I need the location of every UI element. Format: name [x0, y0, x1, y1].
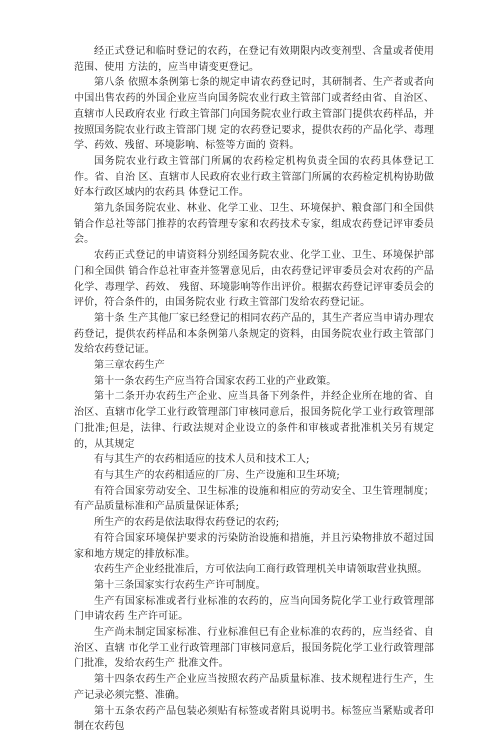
- paragraph-article-9-review: 农药正式登记的申请资料分别经国务院农业、化学工业、卫生、环境保护部门和全国供 销合作总社审查并签署意见后，由农药登记评审委员会对农药的产品化学、毒理学、药效、 残留、环境影响等作出评价。根据农药登记评审委员会的评价，符合条件的，由国务院农业 行政主管部门发给农药登记证。: [74, 250, 434, 309]
- condition-item-registered: 所生产的农药是依法取得农药登记的农药;: [94, 517, 280, 529]
- paragraph-article-12: 第十二条开办农药生产企业、应当具备下列条件，并经企业所在地的省、自治区、直辖市化学工业行政管理部门审核同意后，报国务院化学工业行政管理部门批准;但是，法律、行政法规对企业设立的条件和审核或者批准机关另有规定的，从其规定: [74, 391, 434, 450]
- paragraph-article-15: 第十五条农药产品包装必须贴有标签或者附具说明书。标签应当紧贴或者印制在农药包: [74, 705, 434, 733]
- condition-item-environment: 有符合国家环境保护要求的污染防治设施和措施，并且污染物排放不超过国家和地方规定的排放标准。: [74, 532, 434, 560]
- paragraph-article-8-inspection: 国务院农业行政主管部门所属的农药检定机构负责全国的农药具体登记工作。省、自治 区、直辖市人民政府农业行政主管部门所属的农药检定机构协助做好本行政区域内的农药具 体登记工作。: [74, 155, 434, 199]
- paragraph-article-8: 第八条 依照本条例第七条的规定申请农药登记时，其研制者、生产者或者向中国出售农药的外国企业应当向国务院农业行政主管部门或者经由省、自治区、直辖市人民政府农业 行政主管部门向国务院农业行政主管部门提供农药样品，并按照国务院农业行政主管部门规 定的农药登记要求，提供农药的产品化学、毒理学、药效、残留、环境影响、标签等方面的 资料。: [74, 77, 434, 152]
- paragraph-production-permit: 生产有国家标准或者行业标准的农药的，应当向国务院化学工业行政管理部门申请农药 生产许可证。: [74, 595, 434, 623]
- paragraph-article-13: 第十三条国家实行农药生产许可制度。: [94, 579, 266, 591]
- paragraph-article-11: 第十一条农药生产应当符合国家农药工业的产业政策。: [94, 375, 337, 387]
- paragraph-business-license: 农药生产企业经批准后，方可依法向工商行政管理机关申请领取营业执照。: [94, 564, 428, 576]
- paragraph-production-approval: 生产尚未制定国家标准、行业标准但已有企业标准的农药的，应当经省、自治区、直辖 市化学工业行政管理部门审核同意后，报国务院化学工业行政管理部门批准，发给农药生产 批准文件。: [74, 627, 434, 670]
- document-body: [74, 44, 434, 735]
- condition-item-facilities: 有与其生产的农药相适应的厂房、生产设施和卫生环境;: [94, 469, 340, 481]
- paragraph-article-14: 第十四条农药生产企业应当按照农药产品质量标准、技术规程进行生产，生产记录必须完整、准确。: [74, 674, 434, 701]
- paragraph-change-registration: 经正式登记和临时登记的农药，在登记有效期限内改变剂型、含量或者使用范围、使用 方法的，应当申请变更登记。: [74, 46, 434, 73]
- condition-item-staff: 有与其生产的农药相适应的技术人员和技术工人;: [94, 454, 310, 466]
- chapter-heading-production: 第三章农药生产: [94, 360, 165, 372]
- condition-item-safety: 有符合国家劳动安全、卫生标准的设施和相应的劳动安全、卫生管理制度；有产品质量标准和产品质量保证体系;: [74, 485, 434, 513]
- paragraph-article-9: 第九条国务院农业、林业、化学工业、卫生、环境保护、粮食部门和全国供销合作总社等部门推荐的农药管理专家和农药技术专家，组成农药登记评审委员会。: [74, 203, 434, 246]
- paragraph-article-10: 第十条 生产其他厂家已经登记的相同农药产品的，其生产者应当申请办理农药登记，提供农药样品和本条例第八条规定的资料，由国务院农业行政主管部门发给农药登记证。: [74, 312, 434, 356]
